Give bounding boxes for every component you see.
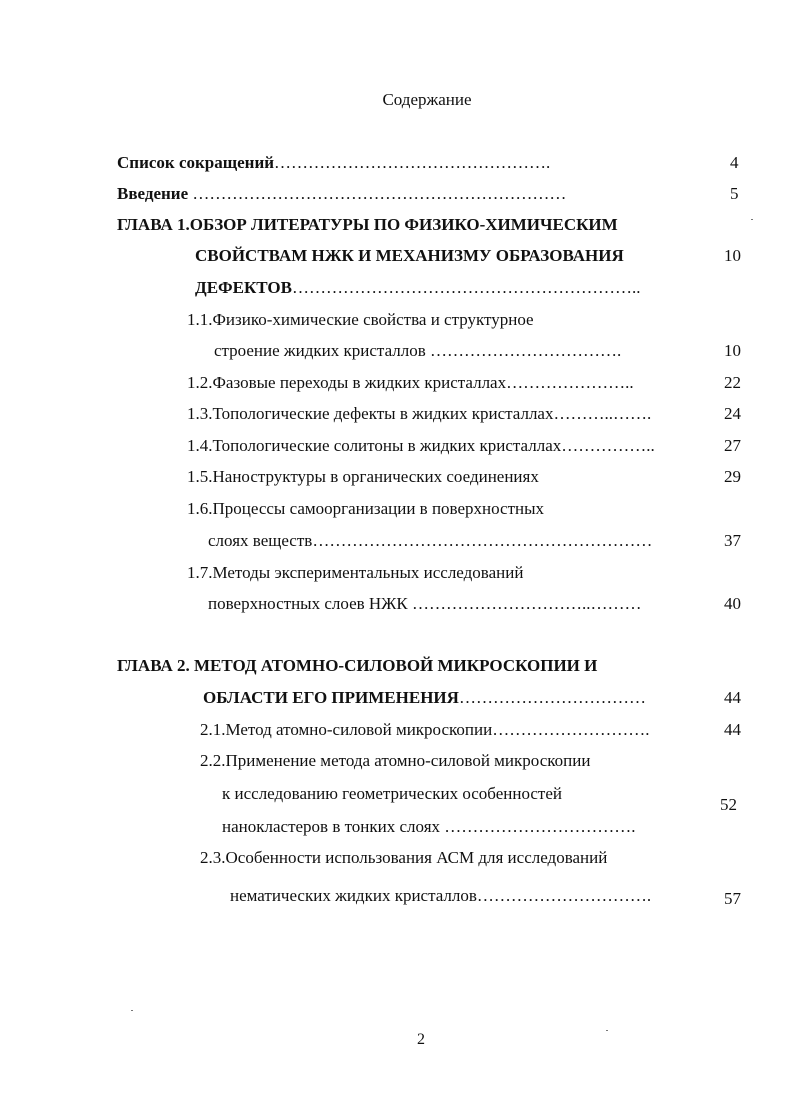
toc-entry-label: строение жидких кристаллов <box>214 341 426 360</box>
toc-leader-dots: ………………………. <box>492 720 650 739</box>
toc-page-number: 57 <box>724 889 741 908</box>
toc-section-2-3-line2 <box>230 886 651 906</box>
toc-section-1-6-line1: 1.6.Процессы самоорганизации в поверхностных <box>187 499 545 518</box>
scan-speck <box>751 219 753 220</box>
toc-page-number: 4 <box>730 153 739 172</box>
toc-chapter1-line3 <box>195 278 640 298</box>
toc-section-1-6-line2 <box>208 531 652 551</box>
toc-page-number: 5 <box>730 184 739 203</box>
toc-leader-dots: ………..……. <box>553 404 652 423</box>
page-number: 2 <box>417 1031 425 1048</box>
toc-entry-label: ДЕФЕКТОВ <box>195 278 292 297</box>
toc-entry-label: 1.4.Топологические солитоны в жидких кристаллах <box>187 436 562 455</box>
toc-entry-label: Введение <box>117 184 189 203</box>
toc-chapter2-line1: ГЛАВА 2. МЕТОД АТОМНО-СИЛОВОЙ МИКРОСКОПИИ И <box>117 656 598 675</box>
toc-section-1-7-line1: 1.7.Методы экспериментальных исследований <box>187 563 524 582</box>
scan-speck <box>131 1010 133 1011</box>
toc-leader-dots: ……………………………. <box>444 817 636 836</box>
toc-entry-label: нематических жидких кристаллов <box>230 886 477 905</box>
toc-page-number: 22 <box>724 373 741 392</box>
toc-leader-dots: …………………………… <box>458 688 646 707</box>
scan-speck <box>606 1030 608 1031</box>
toc-section-2-1 <box>200 720 649 740</box>
toc-entry-label: ОБЛАСТИ ЕГО ПРИМЕНЕНИЯ <box>203 688 459 707</box>
toc-entry-label: 2.1.Метод атомно-силовой микроскопии <box>200 720 493 739</box>
toc-page-number: 10 <box>724 246 741 265</box>
toc-section-1-1-line2 <box>214 341 621 361</box>
toc-section-2-2-line3 <box>222 817 636 837</box>
toc-entry-label: слоях веществ <box>208 531 313 550</box>
toc-chapter1-line1: ГЛАВА 1.ОБЗОР ЛИТЕРАТУРЫ ПО ФИЗИКО-ХИМИЧЕСКИМ <box>117 215 618 234</box>
toc-page-number: 29 <box>724 467 741 486</box>
toc-section-1-3 <box>187 404 651 424</box>
toc-leader-dots: ………………….. <box>506 373 634 392</box>
toc-leader-dots: …………………………………………………….. <box>291 278 641 297</box>
toc-leader-dots: ………………………………………………………… <box>192 184 567 203</box>
toc-page-number: 24 <box>724 404 741 423</box>
toc-chapter2-line2 <box>203 688 646 708</box>
toc-leader-dots: …………………………. <box>476 886 652 905</box>
toc-leader-dots: …………………………………………………… <box>312 531 653 550</box>
toc-section-2-3-line1: 2.3.Особенности использования АСМ для исследований <box>200 848 608 867</box>
toc-page-number: 44 <box>724 688 741 707</box>
page-title: Содержание <box>382 90 472 109</box>
toc-entry-label: нанокластеров в тонких слоях <box>222 817 441 836</box>
toc-entry-introduction <box>117 184 566 204</box>
toc-page-number: 44 <box>724 720 741 739</box>
toc-leader-dots: …………………………………………. <box>274 153 551 172</box>
toc-leader-dots: …………………………..……… <box>412 594 642 613</box>
toc-page-number: 27 <box>724 436 741 455</box>
toc-section-1-2 <box>187 373 634 393</box>
toc-section-1-4 <box>187 436 655 456</box>
toc-entry-label: 1.2.Фазовые переходы в жидких кристаллах <box>187 373 507 392</box>
toc-page-number: 40 <box>724 594 741 613</box>
toc-section-1-7-line2 <box>208 594 642 614</box>
toc-entry-label: Список сокращений <box>117 153 275 172</box>
toc-page-number: 52 <box>720 795 737 814</box>
toc-section-2-2-line1: 2.2.Применение метода атомно-силовой микроскопии <box>200 751 591 770</box>
toc-leader-dots: ……………………………. <box>430 341 622 360</box>
toc-section-1-5: 1.5.Наноструктуры в органических соединениях <box>187 467 539 486</box>
toc-entry-label: поверхностных слоев НЖК <box>208 594 408 613</box>
toc-section-2-2-line2: к исследованию геометрических особенностей <box>222 784 562 803</box>
toc-section-1-1-line1: 1.1.Физико-химические свойства и структурное <box>187 310 534 329</box>
toc-chapter1-line2: СВОЙСТВАМ НЖК И МЕХАНИЗМУ ОБРАЗОВАНИЯ <box>195 246 624 265</box>
toc-leader-dots: …………….. <box>561 436 655 455</box>
toc-page-number: 10 <box>724 341 741 360</box>
toc-page-number: 37 <box>724 531 741 550</box>
toc-entry-abbreviations <box>117 153 550 173</box>
toc-entry-label: 1.3.Топологические дефекты в жидких кристаллах <box>187 404 554 423</box>
